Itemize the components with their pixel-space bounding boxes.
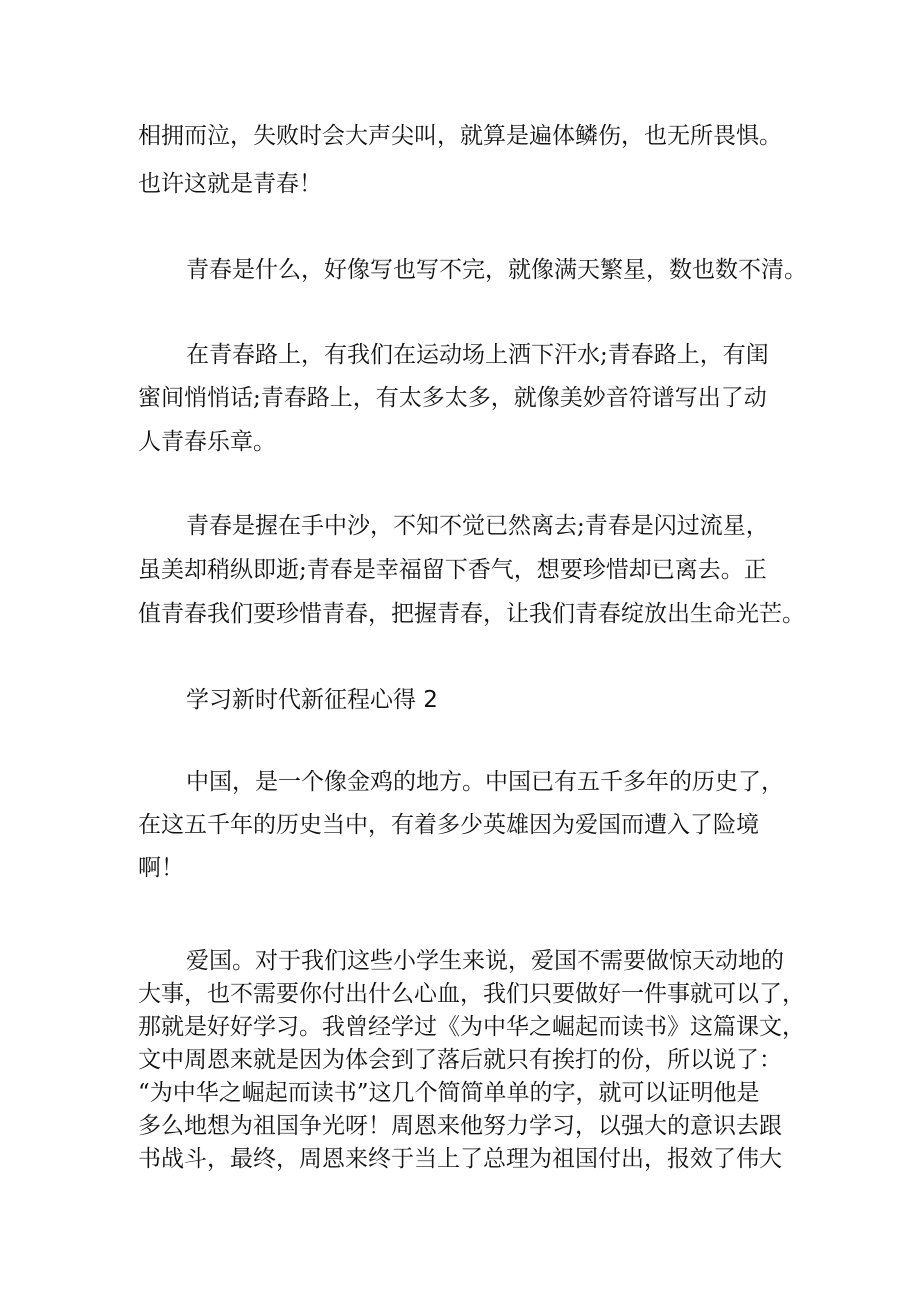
text-line: 也许这就是青春！ (138, 171, 322, 197)
text-line: 在这五千年的历史当中，有着多少英雄因为爱国而遭入了险境 (138, 812, 759, 838)
text-line: 虽美却稍纵即逝;青春是幸福留下香气，想要珍惜却已离去。正 (138, 557, 767, 583)
text-line: 大事，也不需要你付出什么心血，我们只要做好一件事就可以了， (138, 981, 805, 1007)
paragraph-line: 中国，是一个像金鸡的地方。中国已有五千多年的历史了， (186, 769, 784, 795)
text-line: 书战斗，最终，周恩来终于当上了总理为祖国付出，报效了伟大 (138, 1146, 782, 1172)
paragraph-line: 爱国。对于我们这些小学生来说，爱国不需要做惊天动地的 (186, 948, 784, 974)
text-line: 值青春我们要珍惜青春，把握青春，让我们青春绽放出生命光芒。 (138, 601, 805, 627)
text-line: “为中华之崛起而读书”这几个简简单单的字，就可以证明他是 (138, 1080, 760, 1106)
text-line: 人青春乐章。 (138, 429, 276, 455)
text-line: 相拥而泣，失败时会大声尖叫，就算是遍体鳞伤，也无所畏惧。 (138, 123, 782, 149)
paragraph-line: 青春是什么，好像写也写不完，就像满天繁星，数也数不清。 (186, 257, 807, 283)
text-line: 文中周恩来就是因为体会到了落后就只有挨打的份，所以说了： (138, 1047, 782, 1073)
text-line: 蜜间悄悄话;青春路上，有太多太多，就像美妙音符谱写出了动 (138, 385, 767, 411)
text-line: 那就是好好学习。我曾经学过《为中华之崛起而读书》这篇课文， (138, 1014, 805, 1040)
paragraph-line: 在青春路上，有我们在运动场上洒下汗水;青春路上，有闺 (186, 342, 769, 368)
text-line: 啊！ (138, 855, 184, 881)
section-heading: 学习新时代新征程心得 2 (186, 687, 438, 713)
text-line: 多么地想为祖国争光呀！周恩来他努力学习，以强大的意识去跟 (138, 1113, 782, 1139)
paragraph-line: 青春是握在手中沙，不知不觉已然离去;青春是闪过流星， (186, 513, 769, 539)
